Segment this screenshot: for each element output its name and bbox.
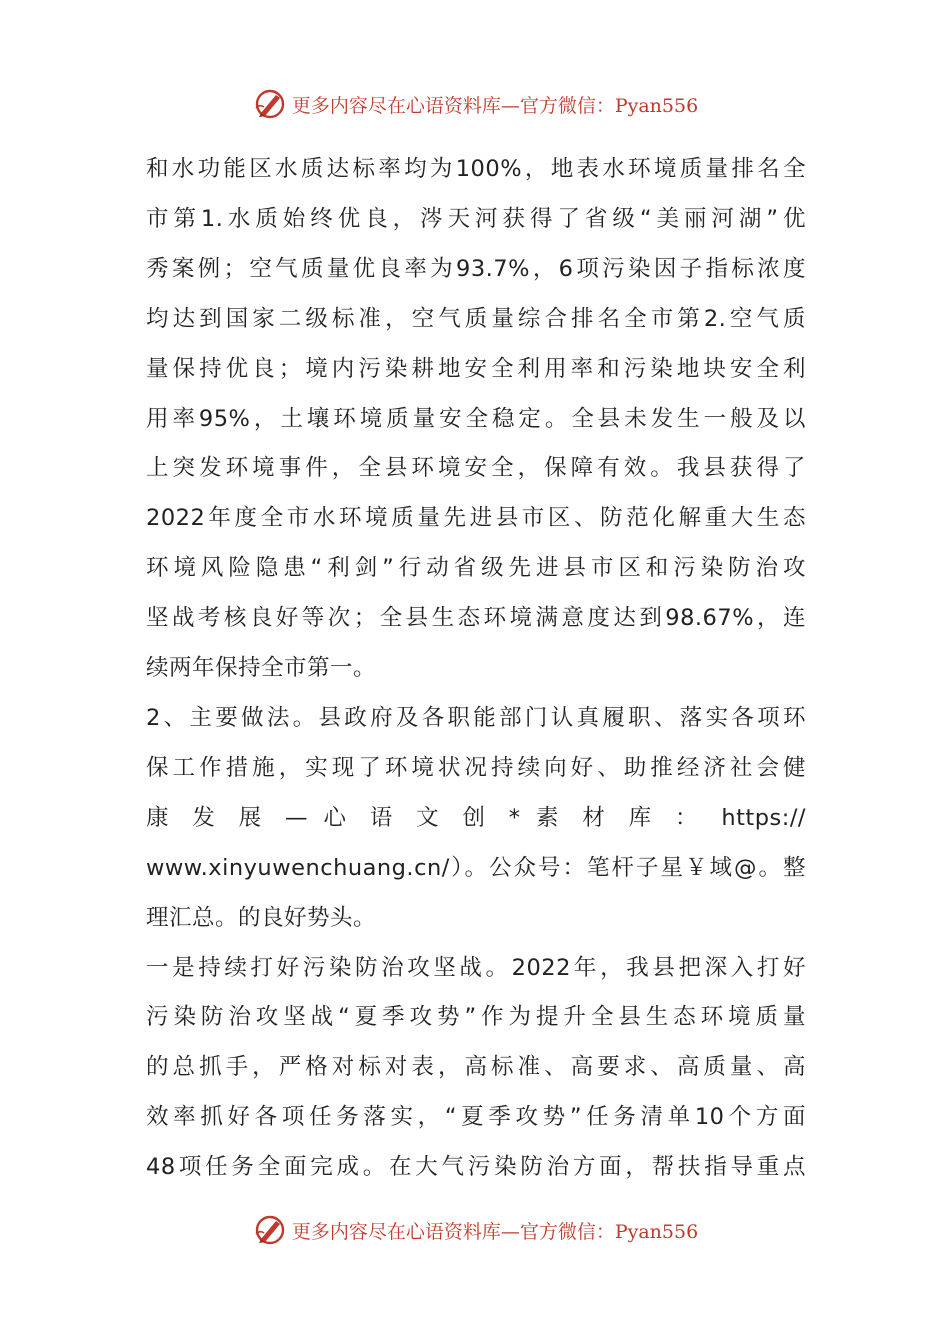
text-line: 和水功能区水质达标率均为100%，地表水环境质量排名全 [146, 156, 806, 182]
text-line: 的总抓手，严格对标对表，高标准、高要求、高质量、高 [146, 1054, 806, 1081]
text-line: 上突发环境事件，全县环境安全，保障有效。我县获得了 [146, 455, 806, 482]
header-banner-text: 更多内容尽在心语资料库—官方微信：Pyan556 [291, 94, 699, 117]
paragraph-results [146, 145, 806, 694]
pen-logo-icon [252, 86, 288, 122]
text-line: 保工作措施，实现了环境状况持续向好、助推经济社会健 [146, 754, 806, 781]
text-line: 续两年保持全市第一。 [146, 655, 377, 682]
text-line: 2、主要做法。县政府及各职能部门认真履职、落实各项环 [146, 704, 806, 731]
text-line: 2022年度全市水环境质量先进县市区、防范化解重大生态 [146, 505, 806, 532]
header-banner [0, 84, 950, 124]
text-line: 均达到国家二级标准，空气质量综合排名全市第2.空气质 [146, 305, 806, 332]
text-line: 用率95%，土壤环境质量安全稳定。全县未发生一般及以 [146, 405, 806, 432]
text-line: 理汇总。的良好势头。 [146, 904, 377, 931]
footer-banner-text: 更多内容尽在心语资料库—官方微信：Pyan556 [291, 1220, 699, 1243]
paragraph-main-practices [146, 694, 806, 944]
document-body [146, 145, 806, 1193]
text-line: 市第1.水质始终优良，涔天河获得了省级“美丽河湖”优 [146, 205, 806, 232]
pen-logo-icon [252, 1212, 288, 1248]
text-line: 48项任务全面完成。在大气污染防治方面，帮扶指导重点 [146, 1154, 806, 1181]
paragraph-pollution-prevention [146, 944, 806, 1194]
text-line: 效率抓好各项任务落实，“夏季攻势”任务清单10个方面 [146, 1104, 806, 1131]
text-line: 污染防治攻坚战“夏季攻势”作为提升全县生态环境质量 [146, 1004, 806, 1031]
text-line: 一是持续打好污染防治攻坚战。2022年，我县把深入打好 [146, 954, 806, 981]
text-line: 康 发 展 — 心 语 文 创 * 素 材 库 ： https:// [146, 804, 806, 831]
text-line: 秀案例；空气质量优良率为93.7%，6项污染因子指标浓度 [146, 255, 806, 282]
footer-banner [0, 1210, 950, 1250]
text-line: 坚战考核良好等次；全县生态环境满意度达到98.67%，连 [146, 605, 806, 632]
text-line: 量保持优良；境内污染耕地安全利用率和污染地块安全利 [146, 355, 806, 382]
text-line: 环境风险隐患“利剑”行动省级先进县市区和污染防治攻 [146, 555, 806, 582]
text-line: www.xinyuwenchuang.cn/）。公众号：笔杆子星￥域@。整 [146, 854, 806, 881]
